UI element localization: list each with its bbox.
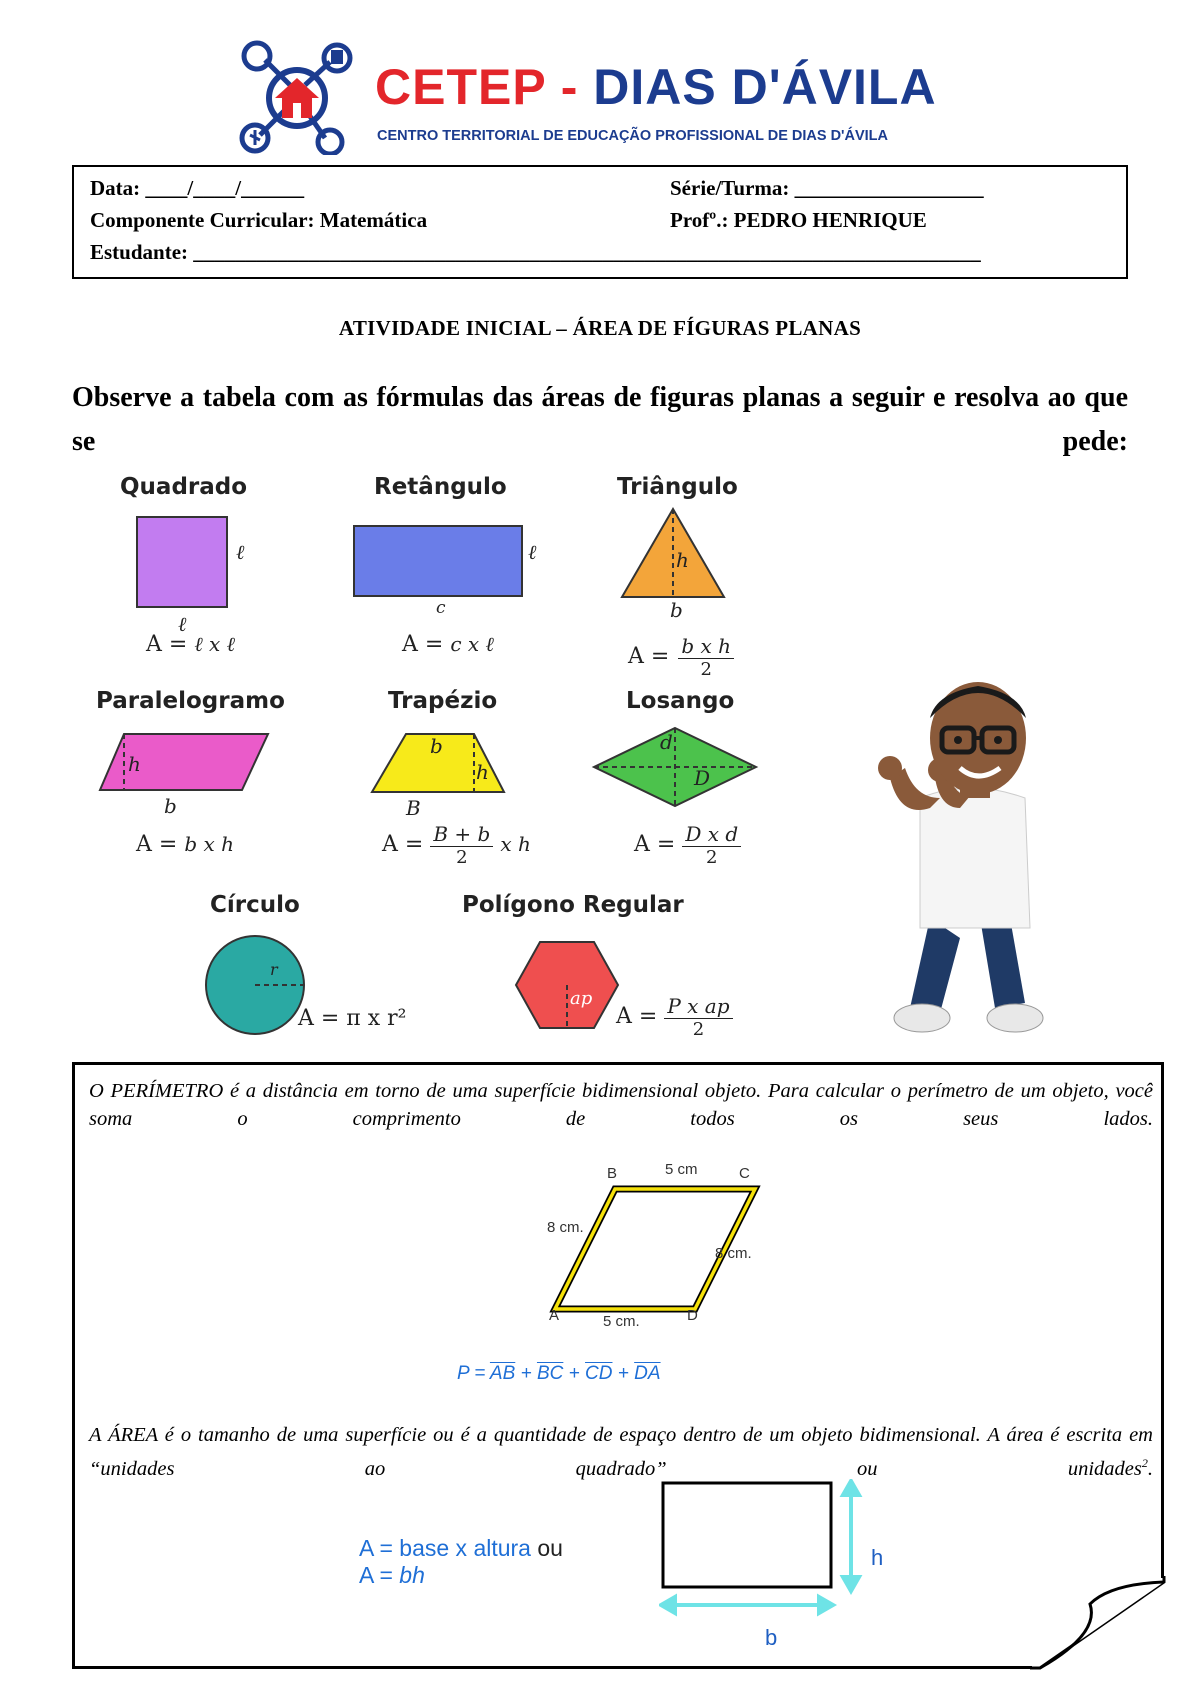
square-shape xyxy=(130,515,260,615)
rhombus-big-diagonal-label: D xyxy=(694,766,711,790)
education-network-logo-icon xyxy=(235,40,370,155)
school-subtitle: CENTRO TERRITORIAL DE EDUCAÇÃO PROFISSIONAL DE DIAS D'ÁVILA xyxy=(377,128,888,144)
parallelogram-base-label: b xyxy=(164,794,177,818)
parallelogram-title: Paralelogramo xyxy=(96,688,285,714)
square-bottom-label: ℓ xyxy=(178,612,187,636)
vertex-a-label: A xyxy=(549,1307,560,1324)
triangle-base-label: b xyxy=(670,598,683,622)
rhombus-formula: A = $\frac{\text{D x d}}{2}$ xyxy=(634,822,741,868)
circle-formula: A = π x r² xyxy=(298,1006,407,1031)
triangle-height-label: h xyxy=(676,548,689,572)
square-side-label: ℓ xyxy=(236,540,245,564)
teacher-avatar-illustration xyxy=(860,668,1080,1054)
rectangle-side-label: ℓ xyxy=(528,540,537,564)
parallelogram-height-label: h xyxy=(128,752,141,776)
circle-shape xyxy=(202,932,308,1038)
school-name: CETEP - DIAS D'ÁVILA xyxy=(375,59,937,115)
rhombus-small-diagonal-label: d xyxy=(660,730,673,754)
rhombus-shape xyxy=(590,724,760,810)
polygon-shape xyxy=(512,938,622,1032)
rectangle-title: Retângulo xyxy=(374,474,507,500)
square-title: Quadrado xyxy=(120,474,248,500)
perimeter-formula: $P = \overline{AB} + \overline{BC} + \overline{CD} + \overline{DA}$ xyxy=(457,1363,661,1384)
date-field[interactable]: Data: ____/____/______ xyxy=(90,176,305,200)
rectangle-bottom-label: c xyxy=(436,598,446,618)
triangle-formula: A = $\frac{\text{b x h}}{2}$ xyxy=(628,634,734,680)
parallelogram-shape xyxy=(96,728,276,798)
side-bc-label: 5 cm xyxy=(665,1161,698,1178)
square-formula: A = ℓ x ℓ xyxy=(146,632,235,657)
area-rectangle-diagram xyxy=(659,1479,869,1659)
side-ab-label: 8 cm. xyxy=(547,1219,584,1236)
rectangle-shape xyxy=(350,520,530,600)
circle-title: Círculo xyxy=(210,892,300,918)
box-right-border xyxy=(1161,1062,1164,1578)
area-height-label: h xyxy=(871,1545,884,1570)
activity-title: ATIVIDADE INICIAL – ÁREA DE FÍGURAS PLANAS xyxy=(338,316,862,340)
concept-box xyxy=(72,1062,1164,1668)
trapezoid-top-label: b xyxy=(430,734,443,758)
page-curl-decoration xyxy=(1030,1574,1170,1674)
rectangle-formula: A = c x ℓ xyxy=(402,632,494,657)
polygon-formula: A = $\frac{\text{P x ap}}{2}$ xyxy=(616,994,733,1040)
trapezoid-title: Trapézio xyxy=(388,688,498,714)
triangle-title: Triângulo xyxy=(617,474,738,500)
trapezoid-height-label: h xyxy=(476,760,489,784)
box-bottom-border xyxy=(72,1666,1032,1669)
polygon-title: Polígono Regular xyxy=(462,892,684,918)
teacher-label: Profº.: PEDRO HENRIQUE xyxy=(670,208,927,232)
student-info-box xyxy=(72,165,1128,279)
trapezoid-formula: A = $\frac{B + b}{2}$ x h xyxy=(382,822,531,868)
parallelogram-formula: A = b x h xyxy=(136,832,235,857)
side-ad-label: 5 cm. xyxy=(603,1313,640,1330)
triangle-shape xyxy=(618,505,728,605)
school-logo xyxy=(235,40,1015,155)
instructions: Observe a tabela com as fórmulas das áreas de figuras planas a seguir e resolva ao que se pede: xyxy=(72,382,1128,457)
vertex-d-label: D xyxy=(687,1307,698,1324)
side-cd-label: 8 cm. xyxy=(715,1245,752,1262)
vertex-b-label: B xyxy=(607,1165,618,1182)
circle-radius-label: r xyxy=(270,960,278,979)
rhombus-title: Losango xyxy=(626,688,735,714)
vertex-c-label: C xyxy=(739,1165,750,1182)
class-field[interactable]: Série/Turma: __________________ xyxy=(670,176,984,200)
area-base-label: b xyxy=(765,1625,778,1650)
area-definition: A ÁREA é o tamanho de uma superfície ou é a quantidade de espaço dentro de um objeto bidimensional. A área é escrita em “unidades ao quadrado” ou unidades$^2$. xyxy=(89,1424,1153,1480)
area-formula: A = base x altura ou A = bh xyxy=(359,1535,563,1588)
perimeter-definition: O PERÍMETRO é a distância em torno de uma superfície bidimensional objeto. Para calcular o perímetro de um objeto, você soma o comprimento de todos os seus lados. xyxy=(89,1080,1153,1130)
polygon-apothem-label: ap xyxy=(570,988,593,1009)
student-field[interactable]: Estudante: ___________________________________________________________________________ xyxy=(90,240,981,264)
trapezoid-base-label: B xyxy=(406,796,421,820)
subject-label: Componente Curricular: Matemática xyxy=(90,208,428,232)
